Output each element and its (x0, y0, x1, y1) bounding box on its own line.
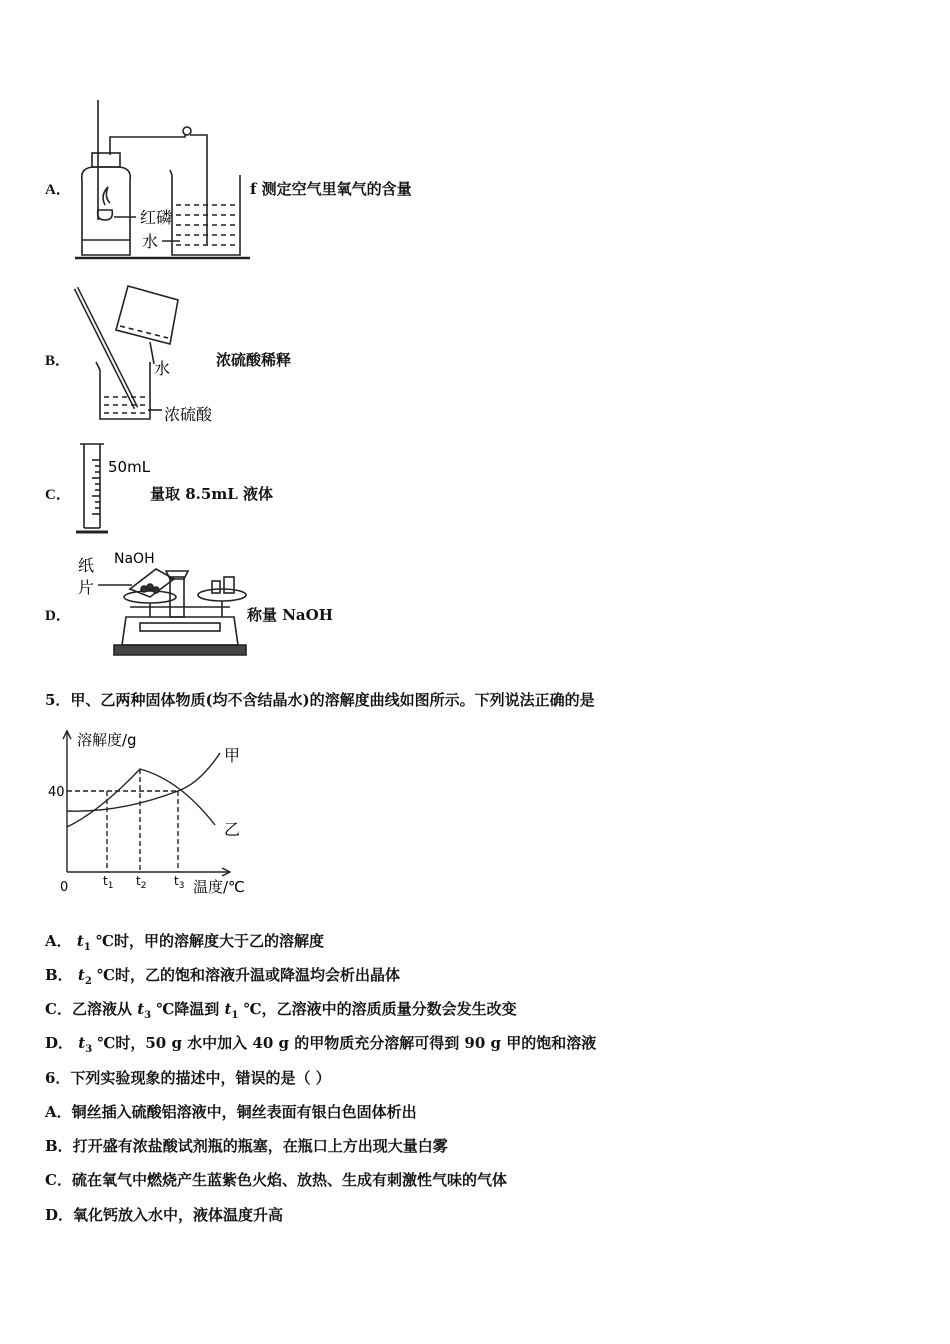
option-c-label: C． (45, 487, 71, 503)
q5-stem: 5．甲、乙两种固体物质(均不含结晶水)的溶解度曲线如图所示。下列说法正确的是 (45, 691, 595, 709)
paper-label-2: 片 (78, 578, 95, 597)
q5-option-c: C．乙溶液从 $t_3$ ℃降温到 $t_1$ ℃，乙溶液中的溶质质量分数会发生改变 (45, 1000, 517, 1021)
option-d-caption: 称量 NaOH (247, 606, 333, 624)
cylinder-volume-label: 50mL (108, 458, 151, 476)
legend-yi: 乙 (224, 820, 241, 839)
q5-option-a: A． $t_1$ ℃时，甲的溶解度大于乙的溶解度 (45, 932, 324, 953)
y-tick-40: 40 (48, 785, 65, 800)
legend-jia: 甲 (224, 746, 241, 765)
q6-stem: 6．下列实验现象的描述中，错误的是（ ） (45, 1069, 331, 1087)
naoh-label: NaOH (114, 551, 155, 567)
x-tick-t2: $t_2$ (136, 874, 147, 891)
curve-yi (67, 769, 215, 827)
option-a-label: A． (45, 182, 71, 198)
balance-apparatus (70, 545, 255, 665)
conc-sulfuric-label: 浓硫酸 (164, 405, 213, 424)
option-b-label: B． (45, 353, 71, 369)
x-tick-t1: $t_1$ (103, 874, 114, 891)
paper-label-1: 纸 (78, 556, 95, 575)
oxygen-measurement-apparatus (70, 95, 255, 265)
water-label: 水 (154, 359, 171, 378)
x-tick-t3: $t_3$ (174, 874, 185, 891)
option-b-caption: 浓硫酸稀释 (216, 351, 292, 369)
q5-option-b: B． $t_2$ ℃时，乙的饱和溶液升温或降温均会析出晶体 (45, 966, 401, 987)
red-phosphorus-label: 红磷 (140, 208, 173, 227)
q6-option-c: C．硫在氧气中燃烧产生蓝紫色火焰、放热、生成有刺激性气味的气体 (45, 1171, 507, 1189)
y-axis-label: 溶解度/g (77, 731, 137, 749)
solubility-curve-chart (40, 725, 270, 900)
q6-option-a: A．铜丝插入硫酸铝溶液中，铜丝表面有银白色固体析出 (45, 1103, 417, 1121)
q6-option-b: B．打开盛有浓盐酸试剂瓶的瓶塞，在瓶口上方出现大量白雾 (45, 1137, 448, 1155)
x-axis-label: 温度/℃ (193, 878, 245, 896)
graduated-cylinder (70, 440, 160, 540)
q5-option-d: D． $t_3$ ℃时，50 g 水中加入 40 g 的甲物质充分溶解可得到 90 g 甲的饱和溶液 (45, 1034, 597, 1055)
origin-label: 0 (60, 880, 69, 895)
option-a-caption: f 测定空气里氧气的含量 (250, 180, 412, 198)
acid-dilution-apparatus (70, 282, 230, 432)
water-label: 水 (142, 232, 159, 251)
q6-option-d: D．氧化钙放入水中，液体温度升高 (45, 1206, 284, 1224)
curve-jia (67, 753, 220, 811)
option-d-label: D． (45, 608, 71, 624)
option-c-caption: 量取 8.5mL 液体 (150, 485, 273, 503)
